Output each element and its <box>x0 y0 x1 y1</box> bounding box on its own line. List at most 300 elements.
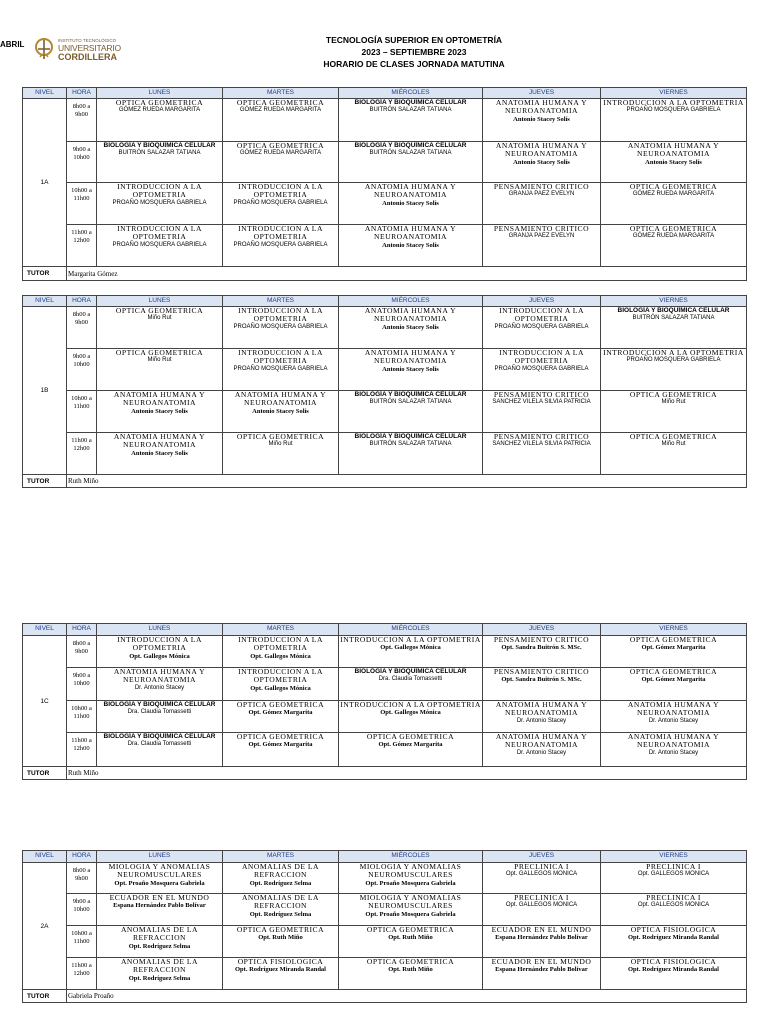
header-row <box>23 624 747 636</box>
subject-name: BIOLOGÍA Y BIOQUÍMICA CELULAR <box>103 733 216 740</box>
tutor-name: Gabriela Proaño <box>67 990 747 1003</box>
subject-name: ANATOMIA HUMANA Y NEUROANATOMIA <box>113 390 206 408</box>
subject-name: PENSAMIENTO CRITICO <box>493 635 590 644</box>
column-header: HORA <box>67 624 97 636</box>
subject-name: BIOLOGÍA Y BIOQUÍMICA CELULAR <box>354 668 467 675</box>
class-cell <box>483 668 601 701</box>
subject-name: ANATOMIA HUMANA Y NEUROANATOMIA <box>627 732 720 750</box>
subject-name: ANATOMIA HUMANA Y NEUROANATOMIA <box>113 667 206 685</box>
subject-name: INTRODUCCION A LA OPTOMETRIA <box>238 306 323 324</box>
teacher-name: PROAÑO MOSQUERA GABRIELA <box>112 241 207 248</box>
column-header: VIERNES <box>601 296 747 307</box>
teacher-name: Opt. Proaño Mosquera Gabriela <box>365 879 456 887</box>
subject-name: OPTICA GEOMETRICA <box>366 957 455 966</box>
class-cell <box>483 894 601 926</box>
class-cell <box>97 225 223 267</box>
title-line: HORARIO DE CLASES JORNADA MATUTINA <box>323 59 505 69</box>
class-cell <box>223 863 339 894</box>
class-cell <box>223 894 339 926</box>
subject-name: OPTICA GEOMETRICA <box>236 98 325 107</box>
title-line: TECNOLOGÍA SUPERIOR EN OPTOMETRÍA <box>325 35 503 45</box>
teacher-name: Miño Rut <box>661 441 686 448</box>
teacher-name: Opt. Proaño Mosquera Gabriela <box>114 879 205 887</box>
subject-name: PRECLINICA I <box>646 893 701 902</box>
subject-name: ANATOMIA HUMANA Y NEUROANATOMIA <box>234 390 327 408</box>
teacher-name: GRANJA PAEZ EVELYN <box>508 233 575 240</box>
column-header: NIVEL <box>23 296 67 307</box>
tutor-row <box>23 767 747 780</box>
subject-name: PENSAMIENTO CRITICO <box>493 432 590 441</box>
subject-name: MIOLOGIA Y ANOMALIAS NEUROMUSCULARES <box>359 893 462 911</box>
subject-name: BIOLOGÍA Y BIOQUÍMICA CELULAR <box>354 99 467 106</box>
hora-cell: 11h00 a 12h00 <box>67 733 97 767</box>
class-cell <box>601 391 747 433</box>
column-header: MARTES <box>223 624 339 636</box>
class-cell <box>339 391 483 433</box>
subject-name: BIOLOGÍA Y BIOQUÍMICA CELULAR <box>103 701 216 708</box>
class-cell <box>97 701 223 733</box>
column-header: MARTES <box>223 88 339 99</box>
logo-line-1: INSTITUTO TECNOLÓGICO <box>58 38 117 43</box>
schedule-row <box>23 349 747 391</box>
teacher-name: BUITRÓN SALAZAR TATIANA <box>369 150 452 157</box>
tutor-label: TUTOR <box>23 475 67 488</box>
class-cell <box>483 863 601 894</box>
column-header: NIVEL <box>23 624 67 636</box>
hora-cell: 9h00 a 10h00 <box>67 349 97 391</box>
teacher-name: Opt. Rodríguez Miranda Randal <box>627 934 719 942</box>
tutor-name: Ruth Miño <box>67 767 747 780</box>
class-cell <box>601 307 747 349</box>
column-header: MIÉRCOLES <box>339 88 483 99</box>
class-cell <box>97 433 223 475</box>
column-header: VIERNES <box>601 88 747 99</box>
class-cell <box>97 391 223 433</box>
subject-name: OPTICA GEOMETRICA <box>115 306 204 315</box>
class-cell <box>483 636 601 668</box>
schedule-table-1a <box>22 87 747 281</box>
class-cell <box>339 894 483 926</box>
class-cell <box>223 733 339 767</box>
subject-name: OPTICA GEOMETRICA <box>236 432 325 441</box>
class-cell <box>483 391 601 433</box>
teacher-name: Opt. Gómez Margarita <box>378 741 443 749</box>
class-cell <box>601 894 747 926</box>
subject-name: ANATOMIA HUMANA Y NEUROANATOMIA <box>495 98 588 116</box>
subject-name: ANATOMIA HUMANA Y NEUROANATOMIA <box>364 224 457 242</box>
schedule-row <box>23 225 747 267</box>
class-cell <box>339 733 483 767</box>
subject-name: INTRODUCCION A LA OPTOMETRIA <box>117 635 202 653</box>
class-cell <box>601 863 747 894</box>
class-cell <box>601 225 747 267</box>
class-cell <box>601 99 747 142</box>
subject-name: BIOLOGÍA Y BIOQUÍMICA CELULAR <box>354 433 467 440</box>
title-line: 2023 – SEPTIEMBRE 2023 <box>361 47 467 57</box>
column-header: MARTES <box>223 851 339 863</box>
class-cell <box>601 668 747 701</box>
class-cell <box>97 958 223 990</box>
subject-name: ANOMALIAS DE LA REFRACCION <box>120 925 199 943</box>
hora-cell: 8h00 a 9h00 <box>67 99 97 142</box>
teacher-name: Opt. Rodríguez Selma <box>249 879 312 887</box>
teacher-name: SANCHEZ VILELA SILVIA PATRICIA <box>492 441 591 448</box>
teacher-name: Antonio Stacey Solís <box>513 115 570 123</box>
subject-name: ANOMALIAS DE LA REFRACCION <box>241 893 320 911</box>
schedule-row <box>23 142 747 183</box>
subject-name: ANATOMIA HUMANA Y NEUROANATOMIA <box>364 182 457 200</box>
nivel-cell: 1C <box>23 636 67 767</box>
teacher-name: Opt. Gómez Margarita <box>248 741 313 749</box>
subject-name: OPTICA FISIOLOGICA <box>630 957 717 966</box>
column-header: LUNES <box>97 88 223 99</box>
teacher-name: GÓMEZ RUEDA MARGARITA <box>118 107 201 114</box>
class-cell <box>601 433 747 475</box>
teacher-name: Opt. Gallegos Mónica <box>129 652 190 660</box>
column-header: MIÉRCOLES <box>339 624 483 636</box>
teacher-name: Opt. GALLEGOS MONICA <box>637 902 710 909</box>
subject-name: ANATOMIA HUMANA Y NEUROANATOMIA <box>113 432 206 450</box>
teacher-name: Opt. Rodríguez Selma <box>128 974 191 982</box>
tutor-name: Margarita Gómez <box>67 267 747 281</box>
teacher-name: Espana Hernández Pablo Bolívar <box>495 966 588 974</box>
class-cell <box>483 142 601 183</box>
document-title <box>270 34 558 70</box>
schedule-table-2a <box>22 850 747 1003</box>
teacher-name: Antonio Stacey Solís <box>252 407 309 415</box>
hora-cell: 11h00 a 12h00 <box>67 958 97 990</box>
subject-name: INTRODUCCION A LA OPTOMETRIA <box>603 98 744 107</box>
class-cell <box>339 142 483 183</box>
subject-name: ANOMALIAS DE LA REFRACCION <box>120 957 199 975</box>
teacher-name: PROAÑO MOSQUERA GABRIELA <box>233 199 328 206</box>
teacher-name: Miño Rut <box>661 399 686 406</box>
column-header: LUNES <box>97 851 223 863</box>
teacher-name: Opt. GALLEGOS MONICA <box>505 902 578 909</box>
teacher-name: Opt. GALLEGOS MONICA <box>505 871 578 878</box>
header-left-label: ABRIL <box>0 40 25 49</box>
column-header: LUNES <box>97 296 223 307</box>
teacher-name: GRANJA PAEZ EVELYN <box>508 191 575 198</box>
subject-name: ANATOMIA HUMANA Y NEUROANATOMIA <box>364 306 457 324</box>
teacher-name: Antonio Stacey Solís <box>645 158 702 166</box>
schedule-row <box>23 863 747 894</box>
teacher-name: GÓMEZ RUEDA MARGARITA <box>632 233 715 240</box>
teacher-name: SANCHEZ VILELA SILVIA PATRICIA <box>492 399 591 406</box>
subject-name: OPTICA GEOMETRICA <box>629 224 718 233</box>
teacher-name: Antonio Stacey Solís <box>382 365 439 373</box>
class-cell <box>339 433 483 475</box>
teacher-name: BUITRÓN SALAZAR TATIANA <box>369 399 452 406</box>
teacher-name: PROAÑO MOSQUERA GABRIELA <box>626 107 721 114</box>
column-header: JUEVES <box>483 88 601 99</box>
hora-cell: 9h00 a 10h00 <box>67 894 97 926</box>
class-cell <box>339 225 483 267</box>
class-cell <box>601 142 747 183</box>
class-cell <box>483 349 601 391</box>
header-row <box>23 851 747 863</box>
subject-name: PENSAMIENTO CRITICO <box>493 224 590 233</box>
subject-name: OPTICA GEOMETRICA <box>236 732 325 741</box>
class-cell <box>223 636 339 668</box>
teacher-name: PROAÑO MOSQUERA GABRIELA <box>494 323 589 330</box>
class-cell <box>601 701 747 733</box>
class-cell <box>483 958 601 990</box>
teacher-name: BUITRÓN SALAZAR TATIANA <box>632 315 715 322</box>
teacher-name: Opt. Gallegos Mónica <box>250 652 311 660</box>
subject-name: PENSAMIENTO CRITICO <box>493 182 590 191</box>
class-cell <box>97 894 223 926</box>
subject-name: INTRODUCCION A LA OPTOMETRIA <box>499 306 584 324</box>
teacher-name: Miño Rut <box>147 315 172 322</box>
teacher-name: Opt. Ruth Miño <box>258 934 303 942</box>
teacher-name: Antonio Stacey Solís <box>382 323 439 331</box>
class-cell <box>223 391 339 433</box>
teacher-name: Opt. Gómez Margarita <box>248 709 313 717</box>
subject-name: PRECLINICA I <box>514 893 569 902</box>
subject-name: INTRODUCCION A LA OPTOMETRIA <box>499 348 584 366</box>
teacher-name: Opt. Gómez Margarita <box>641 644 706 652</box>
teacher-name: Antonio Stacey Solís <box>382 241 439 249</box>
logo-line-2: UNIVERSITARIO <box>58 43 121 53</box>
tutor-label: TUTOR <box>23 767 67 780</box>
teacher-name: PROAÑO MOSQUERA GABRIELA <box>626 357 721 364</box>
teacher-name: Dra. Claudia Tomassetti <box>127 741 192 748</box>
teacher-name: Opt. Sandra Buitrón S. MSc. <box>501 644 582 652</box>
class-cell <box>339 701 483 733</box>
subject-name: INTRODUCCION A LA OPTOMETRIA <box>117 224 202 242</box>
class-cell <box>223 433 339 475</box>
class-cell <box>97 733 223 767</box>
hora-cell: 11h00 a 12h00 <box>67 225 97 267</box>
schedule-table-1b <box>22 295 747 488</box>
class-cell <box>483 183 601 225</box>
class-cell <box>483 926 601 958</box>
teacher-name: Espana Hernández Pablo Bolívar <box>495 934 588 942</box>
teacher-name: Opt. Rodríguez Miranda Randal <box>234 966 326 974</box>
teacher-name: Antonio Stacey Solís <box>382 199 439 207</box>
subject-name: ANATOMIA HUMANA Y NEUROANATOMIA <box>627 141 720 159</box>
class-cell <box>601 926 747 958</box>
schedule-row <box>23 926 747 958</box>
schedule-row <box>23 433 747 475</box>
class-cell <box>483 733 601 767</box>
class-cell <box>483 307 601 349</box>
logo-emblem-icon <box>34 37 54 61</box>
teacher-name: Dr. Antonio Stacey <box>134 684 185 691</box>
class-cell <box>601 733 747 767</box>
column-header: JUEVES <box>483 296 601 307</box>
hora-cell: 10h00 a 11h00 <box>67 926 97 958</box>
subject-name: INTRODUCCION A LA OPTOMETRIA <box>238 635 323 653</box>
schedule-row <box>23 668 747 701</box>
subject-name: OPTICA GEOMETRICA <box>236 925 325 934</box>
class-cell <box>97 668 223 701</box>
teacher-name: Dr. Antonio Stacey <box>648 749 699 756</box>
schedule-row <box>23 733 747 767</box>
nivel-cell: 2A <box>23 863 67 990</box>
class-cell <box>483 225 601 267</box>
column-header: HORA <box>67 296 97 307</box>
nivel-cell: 1B <box>23 307 67 475</box>
class-cell <box>97 926 223 958</box>
teacher-name: Opt. Sandra Buitrón S. MSc. <box>501 676 582 684</box>
subject-name: MIOLOGIA Y ANOMALIAS NEUROMUSCULARES <box>108 862 211 880</box>
subject-name: OPTICA GEOMETRICA <box>366 925 455 934</box>
header-row <box>23 296 747 307</box>
class-cell <box>339 926 483 958</box>
hora-cell: 8h00 a 9h00 <box>67 307 97 349</box>
schedule-row <box>23 701 747 733</box>
class-cell <box>97 349 223 391</box>
class-cell <box>223 926 339 958</box>
hora-cell: 10h00 a 11h00 <box>67 701 97 733</box>
subject-name: OPTICA GEOMETRICA <box>115 98 204 107</box>
subject-name: OPTICA FISIOLOGICA <box>237 957 324 966</box>
subject-name: OPTICA GEOMETRICA <box>366 732 455 741</box>
class-cell <box>223 668 339 701</box>
header-row <box>23 88 747 99</box>
teacher-name: BUITRÓN SALAZAR TATIANA <box>369 107 452 114</box>
class-cell <box>97 99 223 142</box>
subject-name: INTRODUCCION A LA OPTOMETRIA <box>603 348 744 357</box>
teacher-name: Antonio Stacey Solís <box>513 158 570 166</box>
schedule-row <box>23 391 747 433</box>
hora-cell: 9h00 a 10h00 <box>67 668 97 701</box>
column-header: NIVEL <box>23 88 67 99</box>
teacher-name: Opt. Proaño Mosquera Gabriela <box>365 910 456 918</box>
teacher-name: Espana Hernández Pablo Bolívar <box>113 902 206 910</box>
class-cell <box>223 701 339 733</box>
teacher-name: GÓMEZ RUEDA MARGARITA <box>239 107 322 114</box>
hora-cell: 8h00 a 9h00 <box>67 863 97 894</box>
subject-name: ANATOMIA HUMANA Y NEUROANATOMIA <box>627 700 720 718</box>
subject-name: INTRODUCCION A LA OPTOMETRIA <box>117 182 202 200</box>
subject-name: ANATOMIA HUMANA Y NEUROANATOMIA <box>495 700 588 718</box>
schedule-row <box>23 99 747 142</box>
teacher-name: Opt. Gallegos Mónica <box>250 684 311 692</box>
class-cell <box>601 636 747 668</box>
teacher-name: Opt. GALLEGOS MONICA <box>637 871 710 878</box>
tutor-name: Ruth Miño <box>67 475 747 488</box>
subject-name: OPTICA FISIOLOGICA <box>630 925 717 934</box>
teacher-name: Opt. Rodríguez Miranda Randal <box>627 966 719 974</box>
subject-name: ANOMALIAS DE LA REFRACCION <box>241 862 320 880</box>
class-cell <box>601 349 747 391</box>
class-cell <box>97 863 223 894</box>
class-cell <box>483 433 601 475</box>
schedule-row <box>23 307 747 349</box>
teacher-name: Opt. Gallegos Mónica <box>380 644 441 652</box>
subject-name: BIOLOGÍA Y BIOQUÍMICA CELULAR <box>103 142 216 149</box>
subject-name: INTRODUCCION A LA OPTOMETRIA <box>238 667 323 685</box>
teacher-name: Opt. Gómez Margarita <box>641 676 706 684</box>
teacher-name: Dr. Antonio Stacey <box>648 717 699 724</box>
subject-name: OPTICA GEOMETRICA <box>236 700 325 709</box>
subject-name: OPTICA GEOMETRICA <box>629 635 718 644</box>
teacher-name: BUITRÓN SALAZAR TATIANA <box>118 150 201 157</box>
class-cell <box>223 99 339 142</box>
teacher-name: Opt. Ruth Miño <box>388 966 433 974</box>
subject-name: ANATOMIA HUMANA Y NEUROANATOMIA <box>495 141 588 159</box>
schedule-row <box>23 636 747 668</box>
class-cell <box>97 636 223 668</box>
teacher-name: Antonio Stacey Solís <box>131 407 188 415</box>
class-cell <box>339 183 483 225</box>
teacher-name: Opt. Rodríguez Selma <box>249 910 312 918</box>
teacher-name: Antonio Stacey Solís <box>131 449 188 457</box>
teacher-name: Opt. Ruth Miño <box>388 934 433 942</box>
teacher-name: BUITRÓN SALAZAR TATIANA <box>369 441 452 448</box>
class-cell <box>601 183 747 225</box>
class-cell <box>483 701 601 733</box>
column-header: JUEVES <box>483 851 601 863</box>
column-header: MIÉRCOLES <box>339 296 483 307</box>
subject-name: OPTICA GEOMETRICA <box>629 432 718 441</box>
subject-name: OPTICA GEOMETRICA <box>629 390 718 399</box>
class-cell <box>339 668 483 701</box>
tutor-row <box>23 475 747 488</box>
subject-name: INTRODUCCION A LA OPTOMETRIA <box>238 224 323 242</box>
class-cell <box>339 307 483 349</box>
subject-name: OPTICA GEOMETRICA <box>236 141 325 150</box>
class-cell <box>223 349 339 391</box>
subject-name: BIOLOGÍA Y BIOQUÍMICA CELULAR <box>354 142 467 149</box>
column-header: LUNES <box>97 624 223 636</box>
teacher-name: Miño Rut <box>147 357 172 364</box>
class-cell <box>223 958 339 990</box>
hora-cell: 9h00 a 10h00 <box>67 142 97 183</box>
subject-name: INTRODUCCION A LA OPTOMETRIA <box>340 700 481 709</box>
teacher-name: PROAÑO MOSQUERA GABRIELA <box>494 365 589 372</box>
teacher-name: PROAÑO MOSQUERA GABRIELA <box>233 323 328 330</box>
hora-cell: 11h00 a 12h00 <box>67 433 97 475</box>
column-header: HORA <box>67 851 97 863</box>
subject-name: PENSAMIENTO CRITICO <box>493 390 590 399</box>
logo-line-3: CORDILLERA <box>58 52 117 62</box>
subject-name: OPTICA GEOMETRICA <box>629 182 718 191</box>
schedule-row <box>23 894 747 926</box>
column-header: MIÉRCOLES <box>339 851 483 863</box>
subject-name: INTRODUCCION A LA OPTOMETRIA <box>238 348 323 366</box>
class-cell <box>223 183 339 225</box>
teacher-name: GÓMEZ RUEDA MARGARITA <box>239 150 322 157</box>
institute-logo <box>34 37 124 65</box>
subject-name: ECUADOR EN EL MUNDO <box>491 925 592 934</box>
column-header: VIERNES <box>601 624 747 636</box>
column-header: HORA <box>67 88 97 99</box>
teacher-name: Dra. Claudia Tomassetti <box>127 709 192 716</box>
class-cell <box>223 307 339 349</box>
class-cell <box>97 142 223 183</box>
hora-cell: 10h00 a 11h00 <box>67 183 97 225</box>
subject-name: PRECLINICA I <box>514 862 569 871</box>
schedule-row <box>23 183 747 225</box>
tutor-label: TUTOR <box>23 267 67 281</box>
subject-name: ANATOMIA HUMANA Y NEUROANATOMIA <box>495 732 588 750</box>
subject-name: ANATOMIA HUMANA Y NEUROANATOMIA <box>364 348 457 366</box>
class-cell <box>97 307 223 349</box>
class-cell <box>223 225 339 267</box>
subject-name: INTRODUCCION A LA OPTOMETRIA <box>238 182 323 200</box>
column-header: JUEVES <box>483 624 601 636</box>
class-cell <box>339 349 483 391</box>
hora-cell: 10h00 a 11h00 <box>67 391 97 433</box>
teacher-name: PROAÑO MOSQUERA GABRIELA <box>112 199 207 206</box>
subject-name: ECUADOR EN EL MUNDO <box>491 957 592 966</box>
subject-name: OPTICA GEOMETRICA <box>115 348 204 357</box>
nivel-cell: 1A <box>23 99 67 267</box>
